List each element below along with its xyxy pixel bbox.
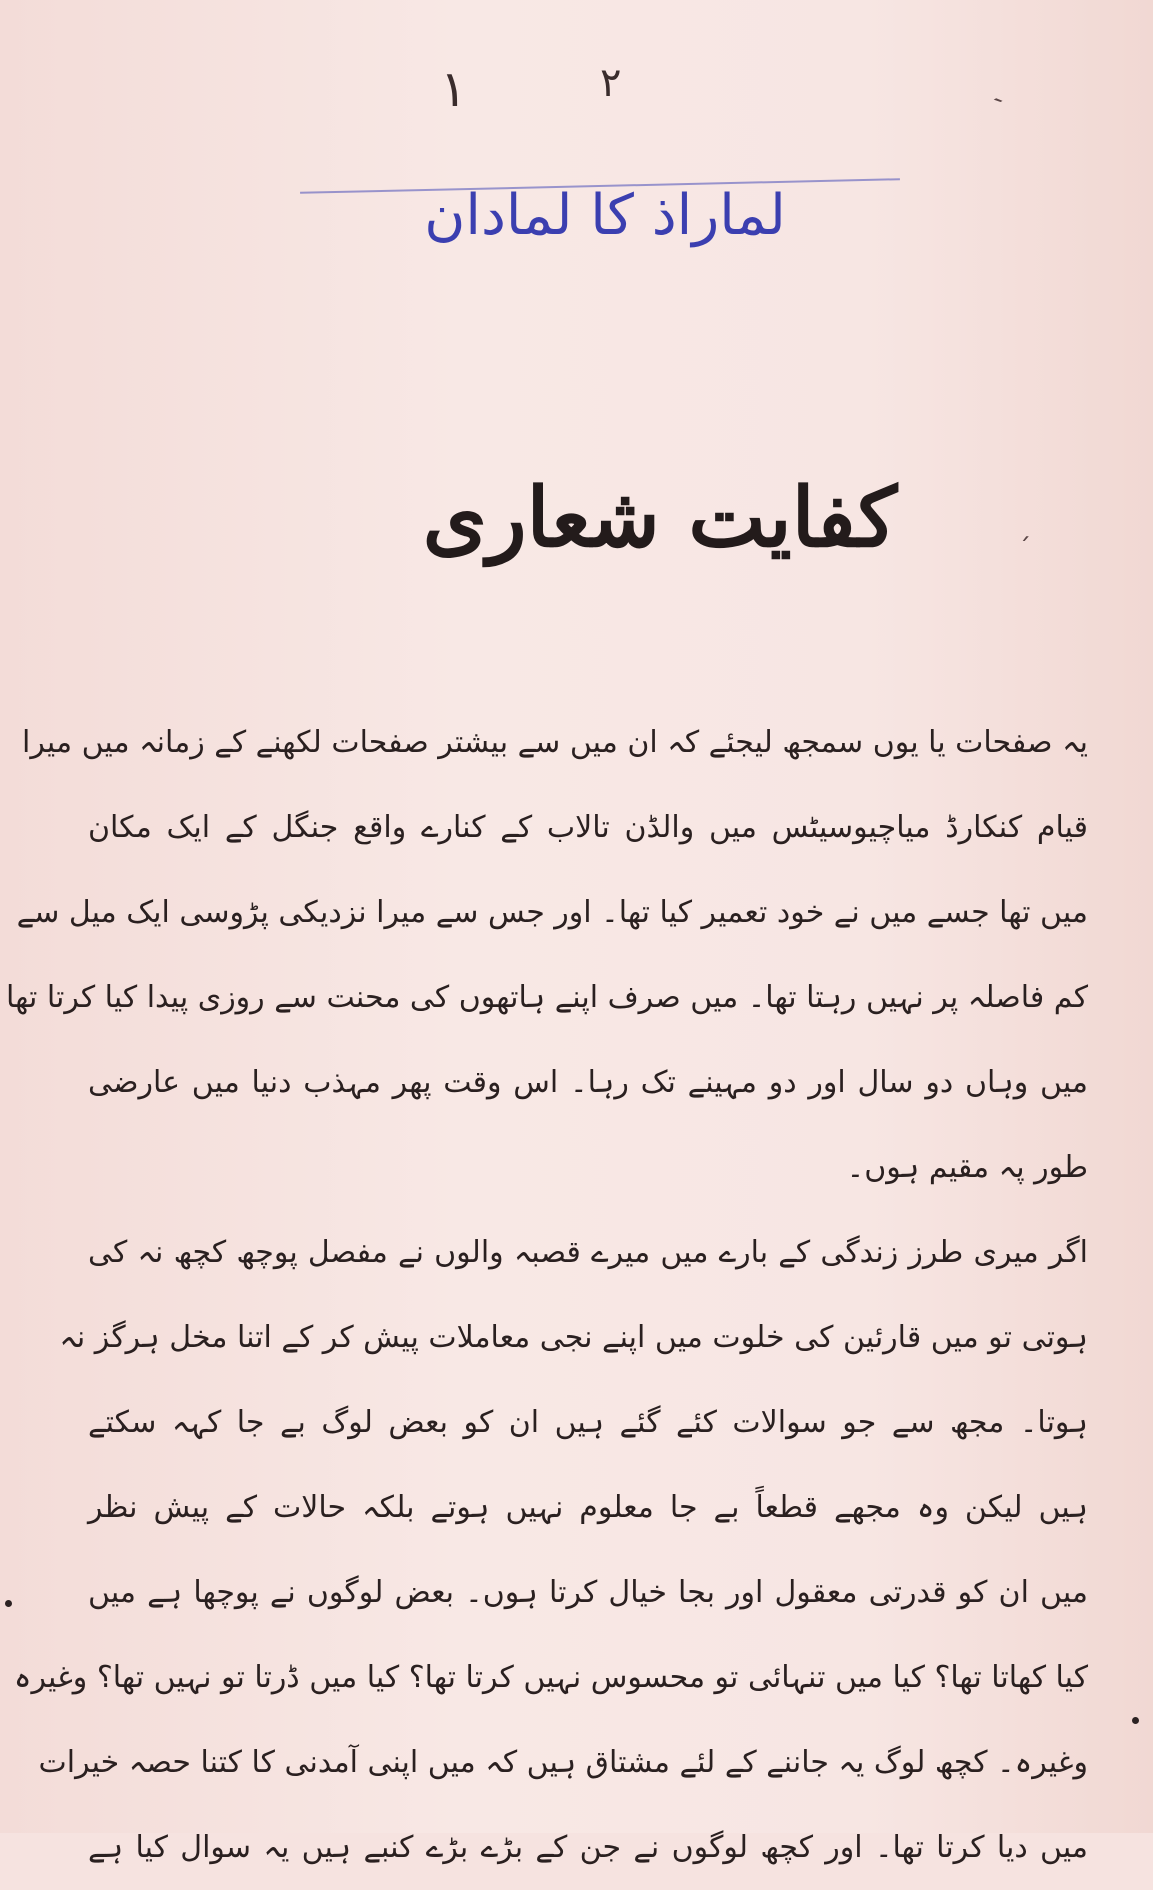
pencil-mark: ˏ [1018, 512, 1031, 542]
text-line: کم فاصلہ پر نہیں رہتا تھا۔ میں صرف اپنے ہاتھوں کی محنت سے روزی پیدا کیا کرتا تھا [5, 980, 1088, 1015]
text-line: کیا کھاتا تھا؟ کیا میں تنہائی تو محسوس نہیں کرتا تھا؟ کیا میں ڈرتا تو نہیں تھا؟ وغیرہ [13, 1660, 1088, 1695]
margin-dot [5, 1600, 12, 1607]
pencil-mark: ˎ [977, 68, 1008, 107]
text-line: اگر میری طرز زندگی کے بارے میں میرے قصبہ والوں نے مفصل پوچھ کچھ نہ کی [88, 1235, 1088, 1270]
text-line: ہوتی تو میں قارئین کی خلوت میں اپنے نجی معاملات پیش کر کے اتنا مخل ہرگز نہ [59, 1320, 1088, 1355]
text-line: میں وہاں دو سال اور دو مہینے تک رہا۔ اس وقت پھر مہذب دنیا میں عارضی [88, 1065, 1088, 1100]
body-text [5, 700, 1088, 1890]
page-number-right: ۲ [600, 60, 622, 106]
text-line: وغیرہ۔ کچھ لوگ یہ جاننے کے لئے مشتاق ہیں کہ میں اپنی آمدنی کا کتنا حصہ خیرات [38, 1745, 1088, 1780]
text-line: میں دیا کرتا تھا۔ اور کچھ لوگوں نے جن کے بڑے بڑے کنبے ہیں یہ سوال کیا ہے [88, 1830, 1088, 1865]
handwritten-note: لماراذ کا لمادان [424, 182, 786, 248]
text-line: قیام کنکارڈ میاچیوسیٹس میں والڈن تالاب کے کنارے واقع جنگل کے ایک مکان [88, 810, 1088, 845]
page-number-left: ۱ [440, 60, 467, 118]
text-line: میں ان کو قدرتی معقول اور بجا خیال کرتا ہوں۔ بعض لوگوں نے پوچھا ہے میں [88, 1575, 1088, 1610]
text-line: طور پہ مقیم ہوں۔ [846, 1150, 1088, 1185]
text-line: ہیں لیکن وہ مجھے قطعاً بے جا معلوم نہیں ہوتے بلکہ حالات کے پیش نظر [88, 1490, 1088, 1525]
text-line: ہوتا۔ مجھ سے جو سوالات کئے گئے ہیں ان کو بعض لوگ بے جا کہہ سکتے [88, 1405, 1088, 1440]
text-line: میں تھا جسے میں نے خود تعمیر کیا تھا۔ اور جس سے میرا نزدیکی پڑوسی ایک میل سے [16, 895, 1088, 930]
chapter-title: کفایت شعاری [422, 470, 898, 566]
text-line: یہ صفحات یا یوں سمجھ لیجئے کہ ان میں سے بیشتر صفحات لکھنے کے زمانہ میں میرا [22, 725, 1088, 760]
margin-dot [1132, 1717, 1139, 1724]
